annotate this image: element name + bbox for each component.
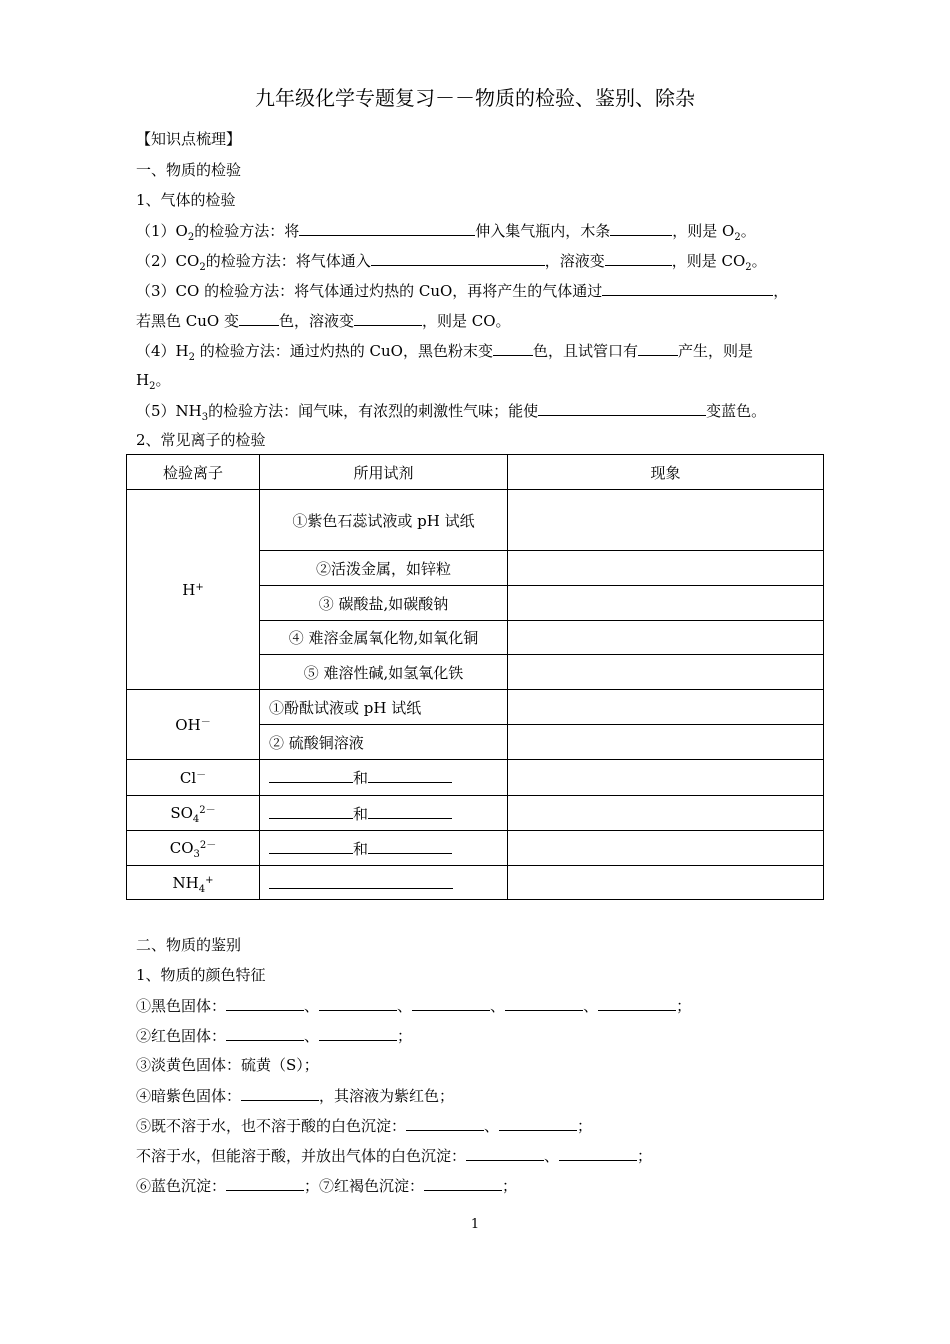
header-reagent: 所用试剂 [260, 455, 508, 490]
table-row [127, 760, 824, 796]
phenomenon-cell[interactable] [508, 490, 824, 551]
phenomenon-cell[interactable] [508, 551, 824, 586]
table-row [127, 866, 824, 900]
ion-so4: $SO_4^{2-}$ [127, 796, 260, 831]
answer-blank[interactable] [368, 838, 452, 854]
table-row [127, 490, 824, 551]
answer-blank[interactable] [493, 340, 533, 356]
phenomenon-cell[interactable] [508, 621, 824, 655]
ion-co3: $CO_3^{2-}$ [127, 831, 260, 866]
reagent-cell [260, 866, 508, 900]
question-o2: $(1)O_2$的检验方法：将 伸入集气瓶内，木条 ，则是 $O_2$。 [136, 222, 756, 243]
phenomenon-cell[interactable] [508, 866, 824, 900]
phenomenon-cell[interactable] [508, 760, 824, 796]
answer-blank[interactable] [319, 995, 397, 1011]
answer-blank[interactable] [269, 838, 353, 854]
answer-blank[interactable] [371, 250, 545, 266]
header-phenomenon: 现象 [508, 455, 824, 490]
question-co-line1: （3）CO 的检验方法：将气体通过灼热的 CuO，再将产生的气体通过 ， [136, 282, 789, 300]
color-dark-purple-solid: ④暗紫色固体： ，其溶液为紫红色； [136, 1087, 455, 1105]
answer-blank[interactable] [598, 995, 676, 1011]
answer-blank[interactable] [466, 1145, 544, 1161]
page-number: 1 [470, 1217, 480, 1232]
table-header-row [127, 455, 824, 490]
phenomenon-cell[interactable] [508, 586, 824, 621]
answer-blank[interactable] [610, 220, 672, 236]
answer-blank[interactable] [424, 1175, 502, 1191]
color-red-solid: ②红色固体： 、 ； [136, 1027, 413, 1045]
header-ion: 检验离子 [127, 455, 260, 490]
ion-nh4: $NH_4^+$ [127, 866, 260, 900]
question-co2: $(2)CO_2$的检验方法：将气体通入 ，溶液变 ，则是 $CO_2$。 [136, 252, 767, 273]
ion-detection-table [126, 454, 824, 900]
summary-heading: 【知识点梳理】 [136, 130, 242, 148]
reagent-cell: ⑤ 难溶性碱,如氢氧化铁 [260, 655, 508, 690]
answer-blank[interactable] [239, 310, 279, 326]
color-pale-yellow-solid: ③淡黄色固体：硫黄（S）； [136, 1056, 319, 1074]
answer-blank[interactable] [299, 220, 475, 236]
reagent-cell: ①酚酞试液或 pH 试纸 [260, 690, 508, 725]
answer-blank[interactable] [499, 1115, 577, 1131]
question-nh3: $(5)NH_3$的检验方法：闻气味，有浓烈的刺激性气味；能使 变蓝色。 [136, 402, 767, 423]
subheading-gas-detection: 1、气体的检验 [136, 191, 236, 209]
answer-blank[interactable] [319, 1025, 397, 1041]
answer-blank[interactable] [269, 873, 453, 889]
reagent-cell: 和 [260, 796, 508, 831]
phenomenon-cell[interactable] [508, 725, 824, 760]
answer-blank[interactable] [226, 1025, 304, 1041]
question-h2-line1: $(4)H_2$ 的检验方法：通过灼热的 CuO，黑色粉末变 色，且试管口有 产生，则是 [136, 342, 754, 363]
phenomenon-cell[interactable] [508, 655, 824, 690]
reagent-cell: ④ 难溶金属氧化物,如氧化铜 [260, 621, 508, 655]
answer-blank[interactable] [505, 995, 583, 1011]
answer-blank[interactable] [269, 767, 353, 783]
table-row [127, 831, 824, 866]
answer-blank[interactable] [269, 803, 353, 819]
answer-blank[interactable] [412, 995, 490, 1011]
blue-and-red-brown-precipitate: ⑥蓝色沉淀： ；⑦红褐色沉淀： ； [136, 1177, 518, 1195]
answer-blank[interactable] [638, 340, 678, 356]
answer-blank[interactable] [538, 400, 706, 416]
question-co-line2: 若黑色 CuO 变 色，溶液变 ，则是 CO。 [136, 312, 511, 330]
answer-blank[interactable] [241, 1085, 319, 1101]
subheading-color-features: 1、物质的颜色特征 [136, 966, 266, 984]
page-title: 九年级化学专题复习－－物质的检验、鉴别、除杂 [255, 86, 695, 110]
ion-h: H+ [127, 490, 260, 690]
color-black-solid: ①黑色固体： 、 、 、 、 ； [136, 997, 692, 1015]
answer-blank[interactable] [368, 767, 452, 783]
section-heading-identification: 二、物质的鉴别 [136, 936, 242, 954]
ion-oh: OH－ [127, 690, 260, 760]
answer-blank[interactable] [354, 310, 422, 326]
white-precipitate-acid-soluble: 不溶于水，但能溶于酸，并放出气体的白色沉淀： 、 ； [136, 1147, 653, 1165]
phenomenon-cell[interactable] [508, 796, 824, 831]
answer-blank[interactable] [602, 280, 773, 296]
question-h2-line2: $H_2$。 [136, 371, 171, 392]
reagent-cell: ③ 碳酸盐,如碳酸钠 [260, 586, 508, 621]
ion-cl: Cl－ [127, 760, 260, 796]
reagent-cell: ② 硫酸铜溶液 [260, 725, 508, 760]
table-row [127, 690, 824, 725]
answer-blank[interactable] [559, 1145, 637, 1161]
reagent-cell: ①紫色石蕊试液或 pH 试纸 [260, 490, 508, 551]
reagent-cell: 和 [260, 760, 508, 796]
reagent-cell: 和 [260, 831, 508, 866]
table-row [127, 796, 824, 831]
answer-blank[interactable] [605, 250, 672, 266]
section-heading-detection: 一、物质的检验 [136, 161, 242, 179]
white-precipitate-insoluble: ⑤既不溶于水，也不溶于酸的白色沉淀： 、 ； [136, 1117, 593, 1135]
answer-blank[interactable] [406, 1115, 484, 1131]
reagent-cell: ②活泼金属，如锌粒 [260, 551, 508, 586]
subheading-ion-detection: 2、常见离子的检验 [136, 431, 266, 449]
answer-blank[interactable] [368, 803, 452, 819]
phenomenon-cell[interactable] [508, 690, 824, 725]
answer-blank[interactable] [226, 995, 304, 1011]
phenomenon-cell[interactable] [508, 831, 824, 866]
answer-blank[interactable] [226, 1175, 304, 1191]
